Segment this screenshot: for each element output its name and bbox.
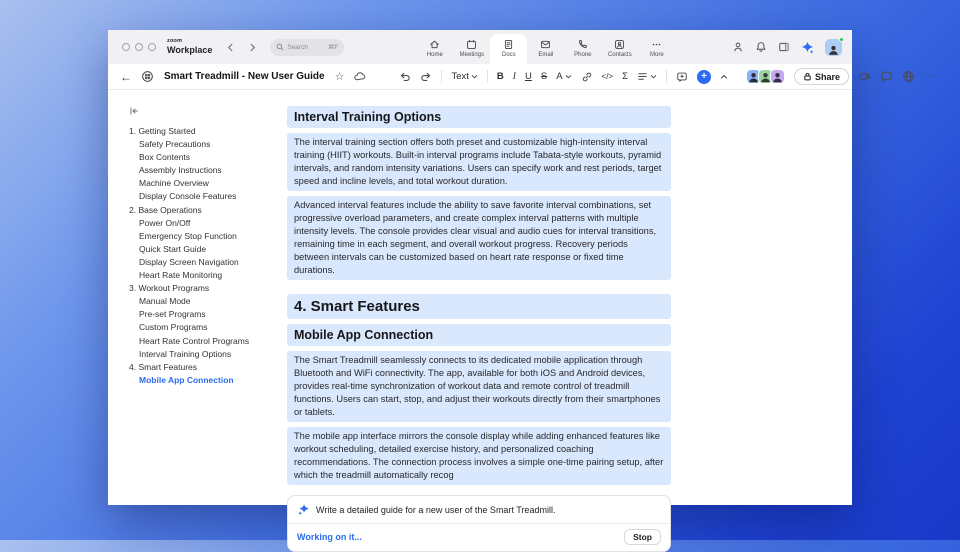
collapse-toolbar-icon[interactable] (720, 73, 728, 81)
app-window (108, 30, 937, 542)
tab-more-label: More (650, 52, 664, 58)
chevron-down-icon (471, 73, 478, 80)
chevron-down-icon (650, 73, 657, 80)
toc-item[interactable]: Display Console Features (139, 191, 237, 202)
formatting-group (399, 70, 728, 84)
more-tabs-icon (651, 39, 662, 50)
toc-item[interactable]: Quick Start Guide (139, 243, 207, 254)
close-window-button[interactable] (122, 43, 130, 51)
toc-item[interactable]: 4. Smart Features (129, 361, 198, 372)
docs-icon (503, 39, 514, 50)
notifications-bell-icon[interactable] (755, 41, 767, 53)
meetings-icon (466, 39, 477, 50)
ai-companion-card (287, 495, 671, 552)
ai-status-text: Working on it... (297, 532, 362, 542)
doc-paragraph[interactable]: Advanced interval features include the ability to save favorite interval combinations, set progressive overload parameters, and create complex interval patterns with multiple intensity levels. The console provides clear visual and audio cues for interval transitions, remaining time in each segment, and overall workout progress. Recovery periods between intervals can be customized based on heart rate response or fixed time durations. (287, 196, 671, 280)
toc-item[interactable]: Safety Precautions (139, 139, 211, 150)
doc-heading[interactable]: Interval Training Options (287, 106, 671, 128)
bold-button[interactable]: B (496, 71, 504, 82)
toolbar-divider (441, 70, 442, 83)
text-style-dropdown[interactable] (451, 71, 477, 82)
toolbar-more-button[interactable]: ··· (924, 71, 937, 82)
tab-phone-label: Phone (574, 52, 592, 58)
list-icon (637, 71, 648, 82)
toc-item[interactable]: Custom Programs (139, 322, 208, 333)
toc-item[interactable]: Mobile App Connection (139, 374, 234, 385)
tab-email-label: Email (538, 52, 554, 58)
user-avatar[interactable] (825, 39, 842, 56)
list-format-dropdown[interactable] (637, 71, 657, 82)
home-icon (429, 39, 440, 50)
tab-docs-label: Docs (502, 52, 516, 58)
document-canvas[interactable] (287, 90, 852, 542)
email-icon (540, 39, 551, 50)
toc-item[interactable]: Manual Mode (139, 296, 191, 307)
history-forward-icon[interactable] (248, 43, 257, 52)
titlebar-right-icons (732, 39, 842, 56)
undo-icon[interactable] (399, 71, 411, 83)
app-tab-bar (416, 30, 675, 64)
docs-home-icon[interactable] (141, 70, 154, 83)
insert-block-button[interactable]: + (697, 70, 711, 84)
doc-paragraph[interactable]: The mobile app interface mirrors the console display while adding enhanced features like workout scheduling, detailed exercise history, and personalized coaching recommendations. The connection process involves a simple one-time pairing setup, after which the treadmill automatically recog (287, 427, 671, 485)
toc-item[interactable]: Emergency Stop Function (139, 230, 237, 241)
share-button[interactable] (794, 68, 849, 85)
history-back-icon[interactable] (226, 43, 235, 52)
text-style-label: Text (451, 71, 469, 82)
apps-globe-icon[interactable] (902, 70, 915, 83)
window-controls (122, 43, 156, 51)
contacts-icon (614, 39, 625, 50)
logo-zoom-text: zoom (167, 38, 183, 45)
toc-item[interactable]: 3. Workout Programs (129, 283, 210, 294)
search-icon (276, 43, 284, 51)
tab-email[interactable] (527, 34, 564, 64)
video-call-icon[interactable] (858, 70, 871, 83)
toc-item[interactable]: Pre-set Programs (139, 309, 206, 320)
ai-companion-icon[interactable] (801, 41, 814, 54)
toc-item[interactable]: Heart Rate Monitoring (139, 270, 223, 281)
toc-item[interactable]: Display Screen Navigation (139, 256, 239, 267)
doc-heading[interactable]: 4. Smart Features (287, 294, 671, 319)
phone-icon (577, 39, 588, 50)
doc-paragraph[interactable]: The interval training section offers both preset and customizable high-intensity interval training (HIIT) workouts. Built-in interval programs include Tabata-style workouts, pyramid intervals, and random intensity variations. Users can specify work and rest periods, target speed and incline levels, and total workout duration. (287, 133, 671, 191)
toc-item[interactable]: Interval Training Options (139, 348, 232, 359)
doc-paragraph[interactable]: The Smart Treadmill seamlessly connects to its dedicated mobile application through Bluetooth and WiFi connectivity. The app, available for both iOS and Android devices, provides real-time synchronization of workout data and remote control of treadmill functions. Users can start, stop, and adjust their workouts directly from their smartphones or tablets. (287, 351, 671, 422)
document-title[interactable]: Smart Treadmill - New User Guide (164, 71, 325, 82)
minimize-window-button[interactable] (135, 43, 143, 51)
formula-button[interactable]: Σ (622, 71, 628, 82)
search-shortcut-hint: ⌘F (327, 44, 339, 51)
tab-meetings-label: Meetings (459, 52, 485, 58)
tab-docs[interactable] (490, 34, 527, 64)
redo-icon[interactable] (420, 71, 432, 83)
tab-contacts-label: Contacts (608, 52, 632, 58)
cloud-saved-icon (353, 70, 366, 83)
toolbar-divider (487, 70, 488, 83)
lock-icon (803, 72, 812, 81)
chat-icon[interactable] (880, 70, 893, 83)
toc-item[interactable]: Machine Overview (139, 178, 209, 189)
favorite-star-icon[interactable]: ☆ (334, 71, 345, 83)
ai-prompt-text: Write a detailed guide for a new user of the Smart Treadmill. (316, 504, 556, 515)
main-area (108, 90, 852, 542)
global-search-input[interactable] (270, 39, 344, 56)
doc-heading[interactable]: Mobile App Connection (287, 324, 671, 346)
logo-workplace-text: Workplace (167, 44, 213, 55)
search-placeholder: Search (287, 43, 308, 51)
ai-sparkle-icon (297, 503, 310, 516)
outline-sidebar (108, 90, 287, 505)
side-panel-toggle-icon[interactable] (778, 41, 790, 53)
toc-item[interactable]: Box Contents (139, 152, 191, 163)
tab-phone[interactable] (564, 34, 601, 64)
toc-item[interactable]: 1. Getting Started (129, 126, 196, 136)
zoom-workplace-logo (167, 39, 212, 55)
tab-home[interactable] (416, 34, 453, 64)
tab-more[interactable] (638, 34, 675, 64)
titlebar (108, 30, 852, 64)
italic-button[interactable]: I (512, 71, 516, 82)
contact-profile-icon[interactable] (732, 41, 744, 53)
toc-item[interactable]: Heart Rate Control Programs (139, 335, 250, 346)
toc-item[interactable]: Assembly Instructions (139, 165, 222, 176)
code-button[interactable]: </> (601, 72, 614, 81)
comment-icon[interactable] (676, 71, 688, 83)
collapse-sidebar-icon[interactable] (129, 106, 139, 116)
share-label: Share (814, 71, 840, 82)
document-toolbar (108, 64, 937, 90)
presence-status-dot (839, 37, 844, 42)
stop-generation-button[interactable]: Stop (624, 529, 661, 545)
tab-meetings[interactable] (453, 34, 490, 64)
underline-button[interactable]: U (524, 71, 532, 82)
text-color-label: A (556, 71, 563, 82)
collaborator-avatars[interactable] (746, 69, 785, 84)
text-color-dropdown[interactable] (556, 71, 571, 82)
toc-item[interactable]: Power On/Off (139, 217, 191, 228)
tab-contacts[interactable] (601, 34, 638, 64)
chevron-down-icon (565, 73, 572, 80)
back-button[interactable]: ← (120, 69, 132, 84)
strikethrough-button[interactable]: S (540, 71, 548, 82)
maximize-window-button[interactable] (148, 43, 156, 51)
toc-item[interactable]: 2. Base Operations (129, 204, 202, 215)
toolbar-divider (666, 70, 667, 83)
link-icon[interactable] (581, 71, 593, 83)
tab-home-label: Home (426, 52, 443, 58)
collaborator-avatar (770, 69, 785, 84)
